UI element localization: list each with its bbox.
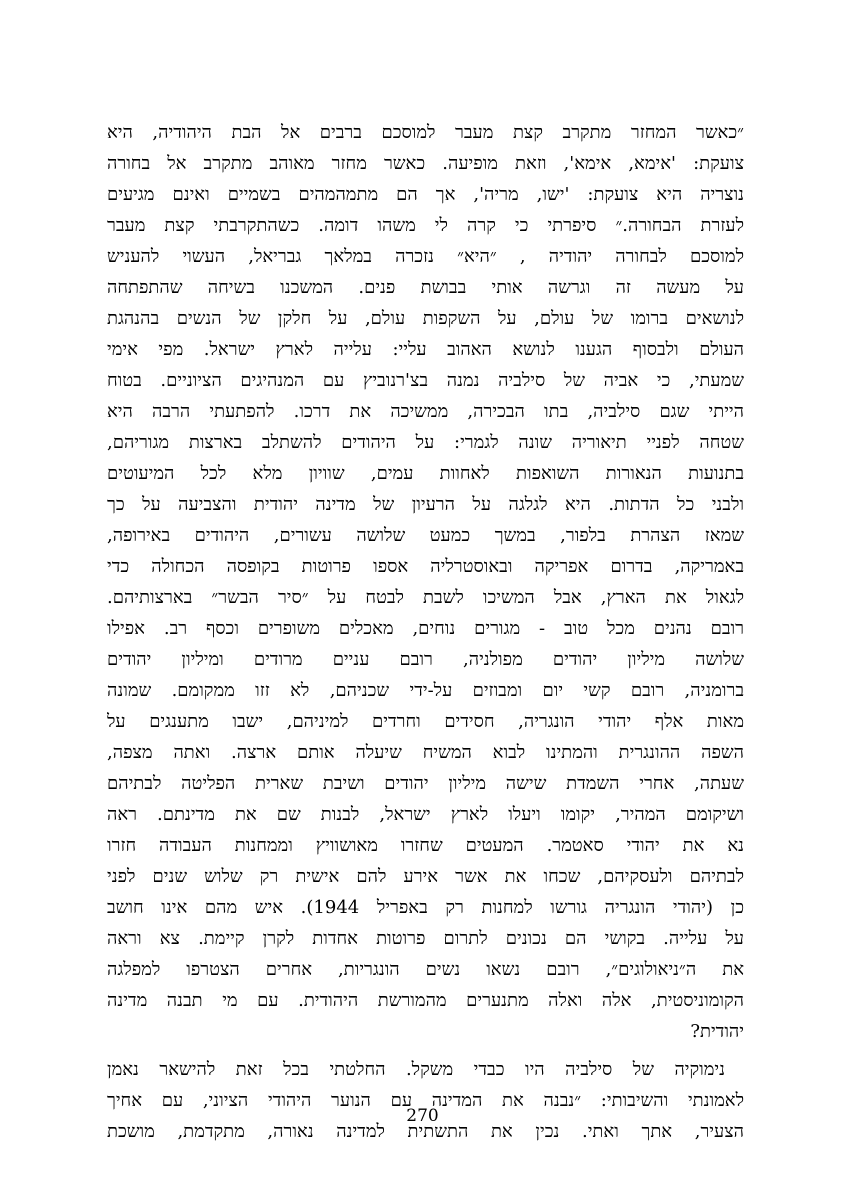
text-line: לעזרת הבחורה.״ סיפרתי כי קרה לי משהו דומה. כשהתקרבתי קצת מעבר xyxy=(107,215,744,236)
text-line: שטחה לפניי תיאוריה שונה לגמרי: על היהודים להשתלב בארצות מגוריהם, xyxy=(107,432,744,453)
text-line: בתנועות הנאורות השואפות לאחוות עמים, שוויון מלא לכל המיעוטים xyxy=(107,463,744,484)
text-line: רובם נהנים מכל טוב - מגורים נוחים, מאכלים משופרים וכסף רב. אפילו xyxy=(107,618,744,639)
text-line: העולם ולבסוף הגענו לנושא האהוב עליי: עלייה לארץ ישראל. מפי אימי xyxy=(107,339,744,360)
text-line: את ה״ניאולוגים״, רובם נשאו נשים הונגריות, אחרים הצטרפו למפלגה xyxy=(107,959,744,980)
text-line: למוסכם לבחורה יהודיה , ״היא״ נזכרה במלאך גבריאל, העשוי להעניש xyxy=(107,246,744,267)
text-line: ״כאשר המחזר מתקרב קצת מעבר למוסכם ברבים אל הבת היהודיה, היא xyxy=(107,122,744,143)
text-line: יהודית? xyxy=(690,1021,744,1042)
text-line: נא את יהודי סאטמר. המעטים שחזרו מאושוויץ וממחנות העבודה חזרו xyxy=(107,835,744,856)
text-line: נימוקיה של סילביה היו כבדי משקל. החלטתי בכל זאת להישאר נאמן xyxy=(107,1059,725,1080)
text-line: מאות אלף יהודי הונגריה, חסידים וחרדים למיניהם, ישבו מתענגים על xyxy=(107,711,744,732)
text-line: ולבני כל הדתות. היא לגלגה על הרעיון של מדינה יהודית והצביעה על כך xyxy=(107,494,744,515)
text-line: הייתי שגם סילביה, בתו הבכירה, ממשיכה את דרכו. להפתעתי הרבה היא xyxy=(107,401,744,422)
text-line: שמאז הצהרת בלפור, במשך כמעט שלושה עשורים, היהודים באירופה, xyxy=(107,525,744,546)
paragraph-gap xyxy=(107,1047,744,1054)
text-line: שלושה מיליון יהודים מפולניה, רובם עניים מרודים ומיליון יהודים xyxy=(107,649,744,670)
text-line: הקומוניסטית, אלה ואלה מתנערים מהמורשת היהודית. עם מי תבנה מדינה xyxy=(107,990,744,1011)
text-line: באמריקה, בדרום אפריקה ובאוסטרליה אספו פרוטות בקופסה הכחולה כדי xyxy=(107,556,744,577)
page-number: 270 xyxy=(406,1106,439,1126)
paragraph-1 xyxy=(107,117,744,1047)
text-line: על עלייה. בקושי הם נכונים לתרום פרוטות אחדות לקרן קיימת. צא וראה xyxy=(107,928,744,949)
text-line: ברומניה, רובם קשי יום ומבוזים על-ידי שכניהם, לא זזו ממקומם. שמונה xyxy=(107,680,744,701)
text-line: הצעיר, אתך ואתי. נכין את התשתית למדינה נאורה, מתקדמת, מושכת xyxy=(107,1121,744,1142)
text-line: לנושאים ברומו של עולם, על השקפות עולם, על חלקן של הנשים בהנהגת xyxy=(107,308,744,329)
text-line: על מעשה זה וגרשה אותי בבושת פנים. המשכנו בשיחה שהתפתחה xyxy=(107,277,744,298)
paragraph-2 xyxy=(107,1054,744,1147)
body-text xyxy=(107,117,744,1147)
text-line: לאמונתי והשיבותי: ״נבנה את המדינה עם הנוער היהודי הציוני, עם אחיך xyxy=(107,1090,744,1111)
text-line: שמעתי, כי אביה של סילביה נמנה בצ'רנוביץ עם המנהיגים הציוניים. בטוח xyxy=(107,370,744,391)
text-line: לגאול את הארץ, אבל המשיכו לשבת לבטח על ״סיר הבשר״ בארצותיהם. xyxy=(107,587,744,608)
text-line: נוצריה היא צועקת: 'ישו, מריה', אך הם מתמהמהים בשמיים ואינם מגיעים xyxy=(107,184,744,205)
text-line: צועקת: 'אימא, אימא', וזאת מופיעה. כאשר מחזר מאוהב מתקרב אל בחורה xyxy=(107,153,744,174)
text-line: לבתיהם ולעסקיהם, שכחו את אשר אירע להם אישית רק שלוש שנים לפני xyxy=(107,866,744,887)
text-line: השפה ההונגרית והמתינו לבוא המשיח שיעלה אותם ארצה. ואתה מצפה, xyxy=(107,742,744,763)
text-line: כן (יהודי הונגריה גורשו למחנות רק באפריל 1944). איש מהם אינו חושב xyxy=(107,897,744,918)
text-line: שעתה, אחרי השמדת שישה מיליון יהודים ושיבת שארית הפליטה לבתיהם xyxy=(107,773,744,794)
text-line: ושיקומם המהיר, יקומו ויעלו לארץ ישראל, לבנות שם את מדינתם. ראה xyxy=(107,804,744,825)
